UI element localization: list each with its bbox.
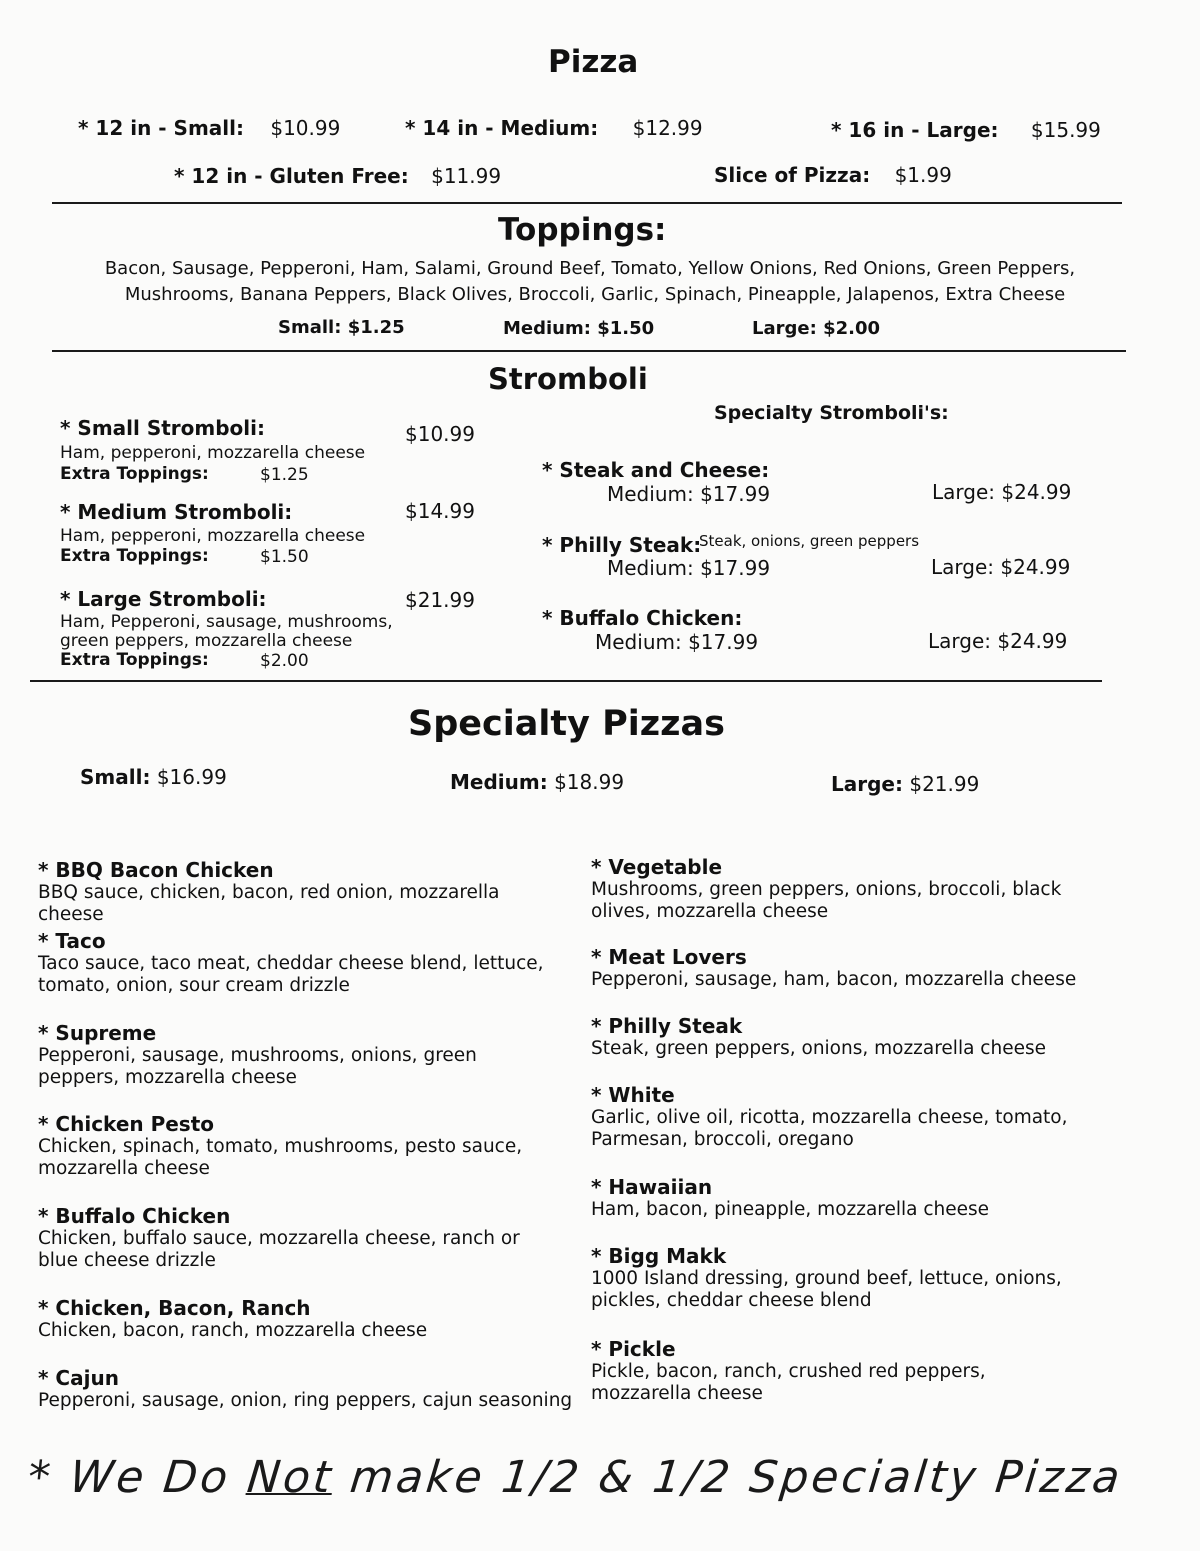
toppings-title: Toppings: — [498, 212, 667, 248]
note-part3: make 1/2 & 1/2 Specialty Pizza — [330, 1452, 1126, 1503]
toppings-list-line2: Mushrooms, Banana Peppers, Black Olives, Broccoli, Garlic, Spinach, Pineapple, Jalapenos, Extra Cheese — [124, 284, 1066, 305]
specialty-price-small — [80, 765, 227, 789]
specialty-pizza-white — [591, 1083, 1071, 1151]
stromboli-large-extra-price: $2.00 — [260, 651, 309, 671]
item-name: * Meat Lovers — [591, 945, 747, 969]
stromboli-title: Stromboli — [488, 362, 648, 396]
item-desc: Steak, green peppers, onions, mozzarella cheese — [591, 1038, 1046, 1059]
note-part1: * We Do — [25, 1452, 251, 1503]
note-part2: Not — [244, 1452, 337, 1503]
pizza-size-small — [78, 116, 340, 140]
stromboli-large-extra-label: Extra Toppings: — [60, 650, 209, 670]
pizza-title: Pizza — [548, 44, 639, 80]
stromboli-small-extra-price: $1.25 — [260, 465, 309, 485]
specialty-stromboli-philly-large: Large: $24.99 — [931, 555, 1071, 579]
stromboli-large-desc-line1: Ham, Pepperoni, sausage, mushrooms, — [60, 612, 393, 632]
stromboli-small-price: $10.99 — [405, 422, 475, 446]
item-name: * Supreme — [38, 1021, 157, 1045]
item-desc: Garlic, olive oil, ricotta, mozzarella cheese, tomato, Parmesan, broccoli, oregano — [591, 1107, 1068, 1150]
size-price: $1.99 — [894, 163, 952, 187]
toppings-price-medium — [503, 318, 654, 339]
stromboli-medium-name: * Medium Stromboli: — [60, 500, 293, 524]
specialty-stromboli-title: Specialty Stromboli's: — [714, 402, 949, 424]
handwritten-note — [25, 1452, 1125, 1503]
specialty-stromboli-buffalo-name: * Buffalo Chicken: — [542, 606, 743, 630]
toppings-price-large — [752, 318, 880, 339]
item-desc: 1000 Island dressing, ground beef, lettuce, onions, pickles, cheddar cheese blend — [591, 1268, 1062, 1311]
specialty-pizza-hawaiian — [591, 1175, 1091, 1221]
size-label: * 12 in - Small: — [78, 116, 244, 140]
stromboli-small-name: * Small Stromboli: — [60, 416, 266, 440]
toppings-list-line1: Bacon, Sausage, Pepperoni, Ham, Salami, Ground Beef, Tomato, Yellow Onions, Red Onions, Green Peppers, — [104, 258, 1076, 279]
item-name: * Philly Steak — [591, 1014, 743, 1038]
item-name: * Taco — [38, 929, 106, 953]
specialty-pizza-meat-lovers — [591, 945, 1091, 991]
specialty-pizza-cajun — [38, 1366, 578, 1412]
specialty-pizza-chicken-bacon-ranch — [38, 1296, 563, 1342]
size-label: * 16 in - Large: — [831, 118, 999, 142]
item-name: * Buffalo Chicken — [38, 1204, 231, 1228]
divider — [52, 350, 1126, 352]
price-label: Small: — [80, 765, 151, 789]
price-label: Medium: — [503, 318, 591, 339]
item-name: * Chicken, Bacon, Ranch — [38, 1296, 311, 1320]
divider — [52, 202, 1122, 204]
price-label: Small: — [278, 317, 342, 338]
stromboli-large-desc-line2: green peppers, mozzarella cheese — [60, 631, 353, 651]
size-label: * 12 in - Gluten Free: — [174, 164, 409, 188]
specialty-pizza-chicken-pesto — [38, 1112, 538, 1180]
item-name: * Chicken Pesto — [38, 1112, 215, 1136]
specialty-pizza-supreme — [38, 1021, 563, 1089]
specialty-pizza-bigg-makk — [591, 1244, 1071, 1312]
specialty-pizzas-title: Specialty Pizzas — [408, 704, 725, 744]
divider — [30, 680, 1102, 682]
price-label: Large: — [831, 772, 903, 796]
item-desc: Pepperoni, sausage, mushrooms, onions, green peppers, mozzarella cheese — [38, 1045, 477, 1088]
item-desc: Pepperoni, sausage, onion, ring peppers, cajun seasoning — [38, 1390, 573, 1411]
stromboli-medium-extra-label: Extra Toppings: — [60, 546, 209, 566]
specialty-pizza-pickle — [591, 1337, 1091, 1405]
specialty-pizza-philly-steak — [591, 1014, 1091, 1060]
size-label: Slice of Pizza: — [714, 163, 871, 187]
size-price: $15.99 — [1030, 118, 1101, 142]
item-name: * Bigg Makk — [591, 1244, 727, 1268]
item-name: * Hawaiian — [591, 1175, 713, 1199]
stromboli-small-extra-label: Extra Toppings: — [60, 464, 209, 484]
item-desc: Pepperoni, sausage, ham, bacon, mozzarella cheese — [591, 969, 1077, 990]
stromboli-large-name: * Large Stromboli: — [60, 587, 267, 611]
stromboli-small-desc: Ham, pepperoni, mozzarella cheese — [60, 443, 366, 463]
price-value: $1.50 — [597, 318, 655, 339]
price-label: Large: — [752, 318, 817, 339]
specialty-stromboli-buffalo-large: Large: $24.99 — [928, 629, 1068, 653]
pizza-slice — [714, 163, 952, 187]
toppings-price-small — [278, 317, 405, 338]
item-desc: Mushrooms, green peppers, onions, broccoli, black olives, mozzarella cheese — [591, 879, 1062, 922]
size-price: $12.99 — [632, 116, 703, 140]
specialty-stromboli-buffalo-medium: Medium: $17.99 — [595, 630, 759, 654]
item-desc: Taco sauce, taco meat, cheddar cheese blend, lettuce, tomato, onion, sour cream drizzle — [38, 953, 544, 996]
price-value: $2.00 — [823, 318, 881, 339]
item-desc: Ham, bacon, pineapple, mozzarella cheese — [591, 1199, 990, 1220]
item-desc: BBQ sauce, chicken, bacon, red onion, mozzarella cheese — [38, 882, 500, 925]
specialty-stromboli-philly-name: * Philly Steak: — [542, 533, 702, 557]
specialty-pizza-taco — [38, 929, 548, 997]
item-desc: Chicken, spinach, tomato, mushrooms, pesto sauce, mozzarella cheese — [38, 1136, 523, 1179]
item-name: * Pickle — [591, 1337, 676, 1361]
specialty-stromboli-steak-cheese-name: * Steak and Cheese: — [542, 458, 770, 482]
item-name: * White — [591, 1083, 675, 1107]
item-name: * Cajun — [38, 1366, 119, 1390]
stromboli-medium-extra-price: $1.50 — [260, 547, 309, 567]
item-desc: Pickle, bacon, ranch, crushed red peppers, mozzarella cheese — [591, 1361, 986, 1404]
pizza-size-medium — [405, 116, 703, 140]
specialty-price-large — [831, 772, 979, 796]
stromboli-large-price: $21.99 — [405, 588, 475, 612]
specialty-stromboli-philly-note: Steak, onions, green peppers — [699, 532, 920, 550]
specialty-stromboli-steak-cheese-large: Large: $24.99 — [932, 480, 1072, 504]
specialty-stromboli-steak-cheese-medium: Medium: $17.99 — [607, 482, 771, 506]
specialty-pizza-bbq-bacon-chicken — [38, 858, 563, 926]
specialty-stromboli-philly-medium: Medium: $17.99 — [607, 556, 771, 580]
stromboli-medium-desc: Ham, pepperoni, mozzarella cheese — [60, 526, 366, 546]
pizza-size-large — [831, 118, 1101, 142]
size-price: $10.99 — [270, 116, 341, 140]
size-price: $11.99 — [431, 164, 502, 188]
item-name: * BBQ Bacon Chicken — [38, 858, 274, 882]
stromboli-medium-price: $14.99 — [405, 499, 475, 523]
specialty-pizza-vegetable — [591, 855, 1066, 923]
price-value: $16.99 — [156, 765, 227, 789]
price-label: Medium: — [450, 770, 548, 794]
item-desc: Chicken, buffalo sauce, mozzarella cheese, ranch or blue cheese drizzle — [38, 1228, 520, 1271]
specialty-price-medium — [450, 770, 624, 794]
item-name: * Vegetable — [591, 855, 723, 879]
price-value: $1.25 — [347, 317, 405, 338]
specialty-pizza-buffalo-chicken — [38, 1204, 563, 1272]
size-label: * 14 in - Medium: — [405, 116, 599, 140]
price-value: $18.99 — [554, 770, 625, 794]
pizza-size-gluten-free — [174, 164, 501, 188]
price-value: $21.99 — [909, 772, 980, 796]
item-desc: Chicken, bacon, ranch, mozzarella cheese — [38, 1320, 428, 1341]
